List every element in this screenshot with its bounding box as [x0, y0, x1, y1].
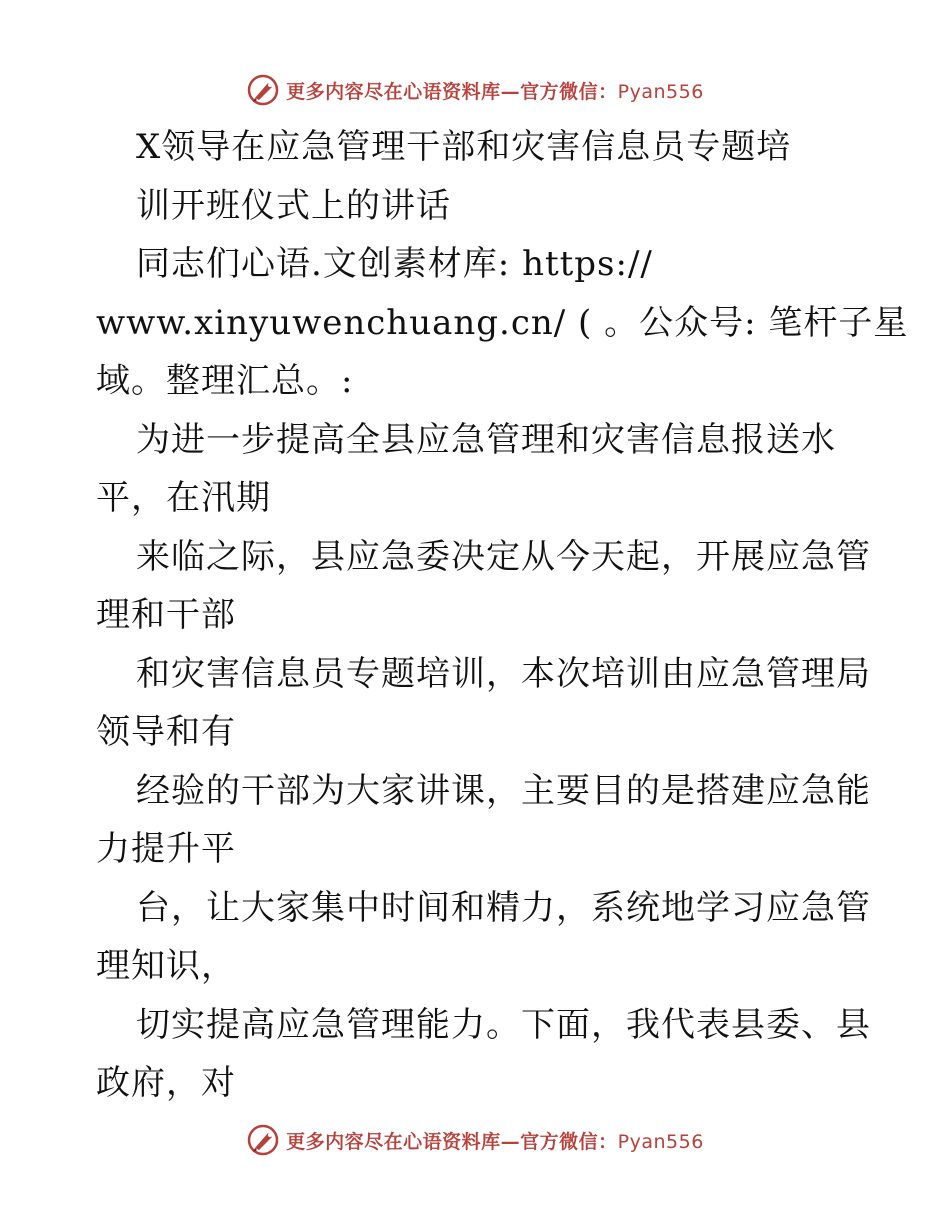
body-line: 领导和有 [96, 712, 236, 752]
header-watermark-banner [0, 70, 950, 110]
pen-logo-icon [246, 1123, 280, 1157]
title-line-1: X领导在应急管理干部和灾害信息员专题培 [136, 127, 792, 167]
body-line: 切实提高应急管理能力。下面，我代表县委、县 [136, 1004, 871, 1045]
body-line: 政府，对 [96, 1063, 236, 1103]
body-line: 力提升平 [96, 829, 236, 869]
body-line: 经验的干部为大家讲课，主要目的是搭建应急能 [136, 770, 871, 811]
body-line: 域。整理汇总。: [96, 361, 354, 401]
footer-wechat-id: Pyan556 [617, 1130, 704, 1153]
header-banner-text: 更多内容尽在心语资料库—官方微信：Pyan556 [286, 80, 704, 103]
body-line: 理知识， [96, 946, 236, 986]
body-line: 平，在汛期 [96, 478, 271, 518]
body-line: 同志们心语.文创素材库: https:// [136, 244, 653, 284]
footer-watermark-banner [0, 1120, 950, 1160]
document-body [96, 118, 909, 1113]
body-line: 和灾害信息员专题培训，本次培训由应急管理局 [136, 653, 871, 694]
footer-banner-text: 更多内容尽在心语资料库—官方微信：Pyan556 [286, 1130, 704, 1153]
body-line: 来临之际，县应急委决定从今天起，开展应急管 [136, 536, 871, 577]
header-wechat-id: Pyan556 [617, 80, 704, 103]
body-line: 为进一步提高全县应急管理和灾害信息报送水 [136, 419, 836, 460]
pen-logo-icon [246, 73, 280, 107]
body-line: www.xinyuwenchuang.cn/ ( 。公众号: 笔杆子星 [96, 302, 909, 343]
body-line: 理和干部 [96, 595, 236, 635]
body-line: 台，让大家集中时间和精力，系统地学习应急管 [136, 887, 871, 928]
title-line-2: 训开班仪式上的讲话 [136, 185, 451, 226]
